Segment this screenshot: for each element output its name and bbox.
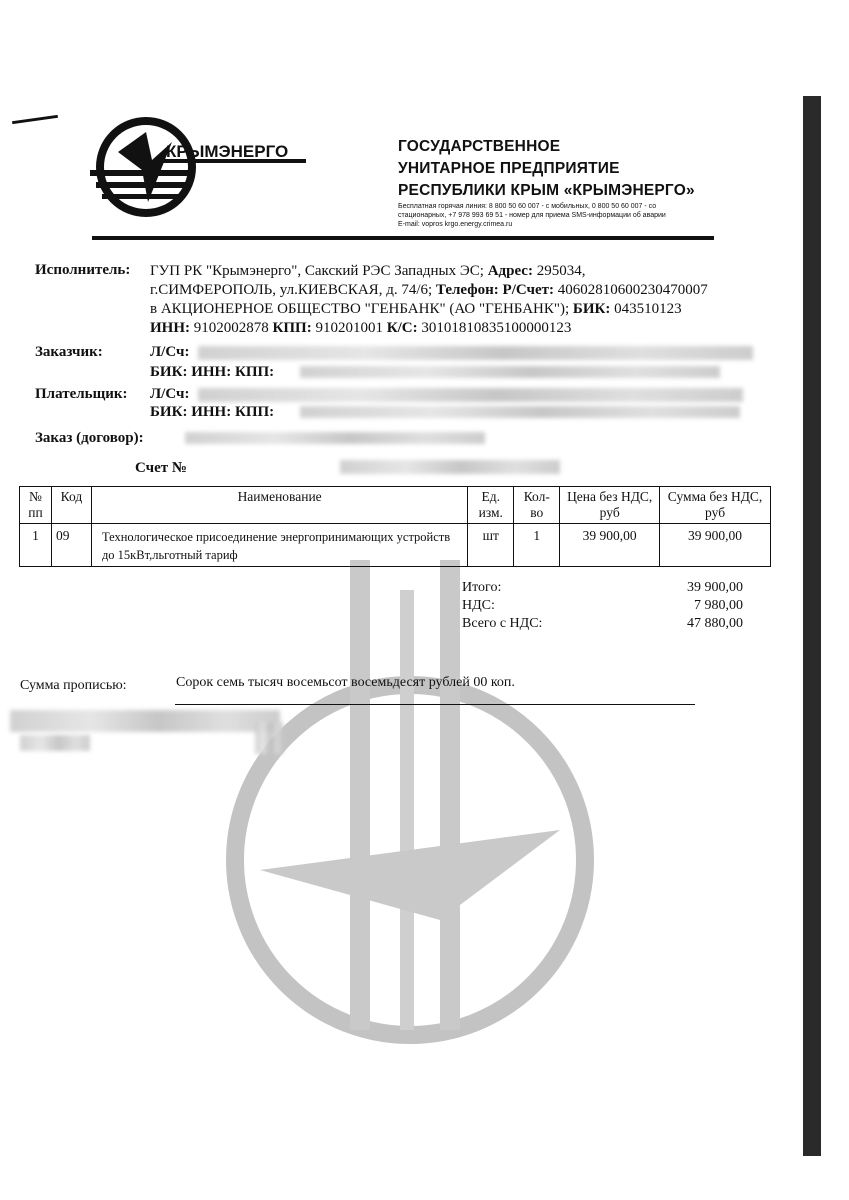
redacted-customer-account [198,346,753,360]
customer-account-label: Л/Сч: [150,344,190,360]
contact-line-1: Бесплатная горячая линия: 8 800 50 60 007 - с мобильных, 0 800 50 60 007 - со [398,203,657,210]
inn-value: 9102002878 [190,320,273,336]
redacted-order [185,432,485,444]
col-code: Код [51,487,91,524]
executor-name: ГУП РК "Крымэнерго", Сакский РЭС Западных ЭС; [150,263,488,279]
col-sum: Сумма без НДС, руб [660,487,771,524]
bik-value: 043510123 [610,301,682,317]
cell-num: 1 [20,524,52,567]
table-header-row [20,487,771,524]
customer-ids-label: БИК: ИНН: КПП: [150,364,275,380]
order-label: Заказ (договор): [35,430,144,446]
col-name: Наименование [91,487,467,524]
company-line-2: УНИТАРНОЕ ПРЕДПРИЯТИЕ [398,160,620,177]
redacted-signature-fragment [20,735,90,751]
col-num: № пп [20,487,52,524]
bank-name: в АКЦИОНЕРНОЕ ОБЩЕСТВО "ГЕНБАНК" (АО "ГЕНБАНК"); [150,301,573,317]
cell-qty: 1 [514,524,560,567]
amount-words-label: Сумма прописью: [20,678,127,693]
cell-code: 09 [51,524,91,567]
total-label: Всего с НДС: [462,616,543,631]
postcode: 295034, [532,263,586,279]
redacted-customer-ids [300,366,720,378]
contact-line-2: стационарных, +7 978 993 69 51 - номер для приема SMS-информации об аварии [398,212,666,219]
bik-label: БИК: [572,301,611,317]
amount-words-value: Сорок семь тысяч восемьсот восемьдесят рублей 00 коп. [176,675,515,690]
payer-account-label: Л/Сч: [150,386,190,402]
account-label: Р/Счет: [498,282,554,298]
cell-sum: 39 900,00 [660,524,771,567]
vat-value: 7 980,00 [694,598,743,613]
phone-label: Телефон: [435,282,499,298]
col-qty: Кол-во [514,487,560,524]
stray-pen-mark [12,115,58,124]
kpp-value: 910201001 [311,320,387,336]
customer-label: Заказчик: [35,344,103,360]
total-value: 47 880,00 [687,616,743,631]
ks-value: 30101810835100000123 [417,320,572,336]
col-unit: Ед. изм. [468,487,514,524]
vat-label: НДС: [462,598,495,613]
scan-edge-bar [803,96,821,1156]
contact-line-3: E-mail: vopros krgo.energy.crimea.ru [398,221,513,228]
header-divider [92,236,714,240]
cell-price: 39 900,00 [560,524,660,567]
logo-text: КРЫМЭНЕРГО [166,142,289,161]
items-table [19,486,771,567]
company-name [398,136,695,202]
redacted-signature-line [10,710,280,732]
ks-label: К/С: [386,320,418,336]
contact-info [398,202,698,229]
company-logo [88,112,328,222]
inn-label: ИНН: [150,320,190,336]
payer-ids-label: БИК: ИНН: КПП: [150,404,275,420]
redacted-payer-ids [300,406,740,418]
col-price: Цена без НДС, руб [560,487,660,524]
subtotal-label: Итого: [462,580,502,595]
kpp-label: КПП: [272,320,312,336]
subtotal-value: 39 900,00 [687,580,743,595]
cell-name: Технологическое присоединение энергопринимающих устройств до 15кВт,льготный тариф [91,524,467,567]
redacted-invoice-number [340,460,560,474]
amount-underline [175,704,695,705]
redacted-payer-account [198,388,743,402]
company-line-3: РЕСПУБЛИКИ КРЫМ «КРЫМЭНЕРГО» [398,182,695,199]
stamp-watermark [200,560,620,1080]
invoice-label: Счет № [135,460,187,476]
executor-details [150,262,790,338]
payer-label: Плательщик: [35,386,128,402]
executor-label: Исполнитель: [35,262,131,278]
executor-address: г.СИМФЕРОПОЛЬ, ул.КИЕВСКАЯ, д. 74/6; [150,282,436,298]
table-row [20,524,771,567]
address-label: Адрес: [487,263,533,279]
redacted-signature-mark [255,722,283,754]
company-line-1: ГОСУДАРСТВЕННОЕ [398,138,561,155]
cell-unit: шт [468,524,514,567]
account-number: 40602810600230470007 [554,282,708,298]
